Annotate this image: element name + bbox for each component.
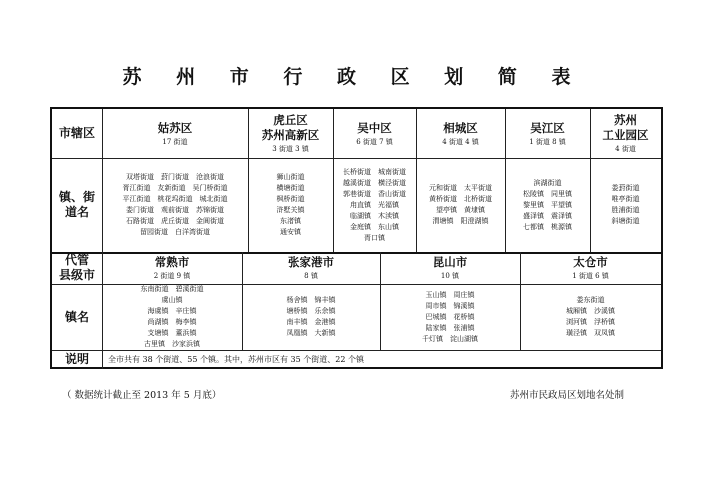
row-label-note: 说明 (64, 352, 89, 366)
town-line: 古里镇 沙家浜镇 (144, 340, 200, 348)
town-line: 滨湖街道 (533, 178, 562, 187)
town-line: 渭塘镇 阳澄湖镇 (432, 217, 489, 225)
district-towns-huqiu (248, 158, 333, 252)
town-line: 城厢镇 沙溪镇 (566, 307, 615, 315)
district-header-wujiang: 吴江区 1 街道 8 镇 (529, 120, 566, 146)
district-towns-wuzhong (333, 158, 416, 252)
town-line: 金庭镇 东山镇 (350, 222, 399, 231)
town-line: 七都镇 桃源镇 (523, 222, 572, 231)
town-line: 平江街道 桃花坞街道 城北街道 (122, 195, 228, 203)
town-line: 狮山街道 (276, 173, 305, 181)
district-header-huqiu: 虎丘区 苏州高新区 3 街道 3 镇 (261, 113, 320, 153)
county-header-changshu: 常熟市 2 街道 9 镇 (153, 255, 191, 280)
note-text: 全市共有 38 个街道、55 个镇。其中，苏州市区有 35 个街道、22 个镇 (108, 354, 364, 364)
town-line: 通安镇 (280, 228, 301, 236)
town-line: 胥口镇 (364, 233, 385, 242)
town-line: 东南街道 碧溪街道 (140, 285, 204, 293)
district-header-xiangcheng: 相城区 4 街道 4 镇 (442, 120, 479, 146)
footer-date-note: （ 数据统计截止至 2013 年 5 月底） (62, 390, 222, 401)
county-header-zhangjiagang: 张家港市 8 镇 (288, 255, 334, 280)
county-towns-changshu (102, 284, 242, 350)
district-header-sip: 苏州 工业园区 4 街道 (602, 113, 649, 153)
row-label-district-towns: 镇、街 道名 (58, 190, 95, 219)
town-line: 陆家镇 张浦镇 (425, 323, 475, 332)
county-header-taicang: 太仓市 1 街道 6 镇 (572, 255, 609, 280)
town-line: 唯亭街道 (611, 195, 640, 203)
town-line: 元和街道 太平街道 (429, 184, 492, 192)
town-line: 南丰镇 金港镇 (286, 318, 336, 326)
county-towns-zhangjiagang (242, 284, 380, 350)
town-line: 娄葑街道 (611, 184, 640, 192)
town-line: 黄桥街道 北桥街道 (429, 195, 492, 203)
district-header-gusu: 姑苏区 17 街道 (157, 120, 193, 146)
county-header-kunshan: 昆山市 10 镇 (432, 255, 468, 280)
page-title: 苏 州 市 行 政 区 划 简 表 (122, 66, 585, 88)
town-line: 望亭镇 黄埭镇 (436, 206, 485, 214)
town-line: 越溪街道 横泾街道 (343, 178, 406, 187)
row-label-districts: 市辖区 (58, 126, 95, 140)
town-line: 胥江街道 友新街道 吴门桥街道 (122, 184, 228, 192)
town-line: 郭巷街道 香山街道 (343, 189, 406, 198)
town-line: 黎里镇 平望镇 (523, 200, 572, 209)
town-line: 胜浦街道 (611, 206, 640, 214)
district-towns-wujiang (505, 158, 590, 252)
town-line: 娄门街道 观前街道 苏锦街道 (126, 206, 224, 214)
town-line: 长桥街道 城南街道 (343, 167, 406, 176)
note-text-cell (102, 350, 661, 369)
town-line: 塘桥镇 乐余镇 (286, 307, 336, 315)
town-line: 千灯镇 淀山湖镇 (422, 334, 478, 343)
county-towns-taicang (520, 284, 661, 350)
town-line: 巴城镇 花桥镇 (425, 312, 475, 321)
town-line: 海虞镇 辛庄镇 (147, 307, 197, 315)
town-line: 虞山镇 (161, 296, 183, 304)
county-towns-kunshan (380, 284, 520, 350)
town-line: 凤凰镇 大新镇 (286, 329, 336, 337)
town-line: 盛泽镇 震泽镇 (523, 211, 572, 220)
town-line: 浒墅关镇 (276, 206, 305, 214)
town-line: 双塔街道 葑门街道 沧浪街道 (126, 173, 224, 181)
row-label-counties: 代管 县级市 (58, 253, 95, 282)
town-line: 留园街道 白洋湾街道 (140, 228, 210, 236)
town-line: 临湖镇 木渎镇 (350, 211, 399, 220)
town-line: 玉山镇 周庄镇 (425, 290, 475, 299)
town-line: 甪直镇 光福镇 (350, 200, 399, 209)
division-table (50, 107, 663, 369)
district-towns-sip (590, 158, 661, 252)
town-line: 松陵镇 同里镇 (523, 189, 572, 198)
town-line: 周市镇 锦溪镇 (425, 301, 475, 310)
town-line: 枫桥街道 (276, 195, 305, 203)
town-line: 东渚镇 (280, 217, 301, 225)
district-towns-xiangcheng (416, 158, 505, 252)
district-towns-gusu (102, 158, 248, 252)
town-line: 杨舍镇 锦丰镇 (286, 296, 336, 304)
town-line: 尚湖镇 梅李镇 (147, 318, 197, 326)
district-header-wuzhong: 吴中区 6 街道 7 镇 (356, 120, 393, 146)
town-line: 璜泾镇 双凤镇 (566, 329, 615, 337)
town-line: 娄东街道 (576, 296, 605, 304)
town-line: 斜塘街道 (611, 217, 640, 225)
footer-issuer: 苏州市民政局区划地名处制 (510, 390, 625, 401)
town-line: 支塘镇 董浜镇 (147, 329, 197, 337)
row-label-county-towns: 镇名 (64, 309, 89, 324)
town-line: 横塘街道 (276, 184, 305, 192)
town-line: 石路街道 虎丘街道 金阊街道 (126, 217, 224, 225)
town-line: 浏河镇 浮桥镇 (566, 318, 615, 326)
